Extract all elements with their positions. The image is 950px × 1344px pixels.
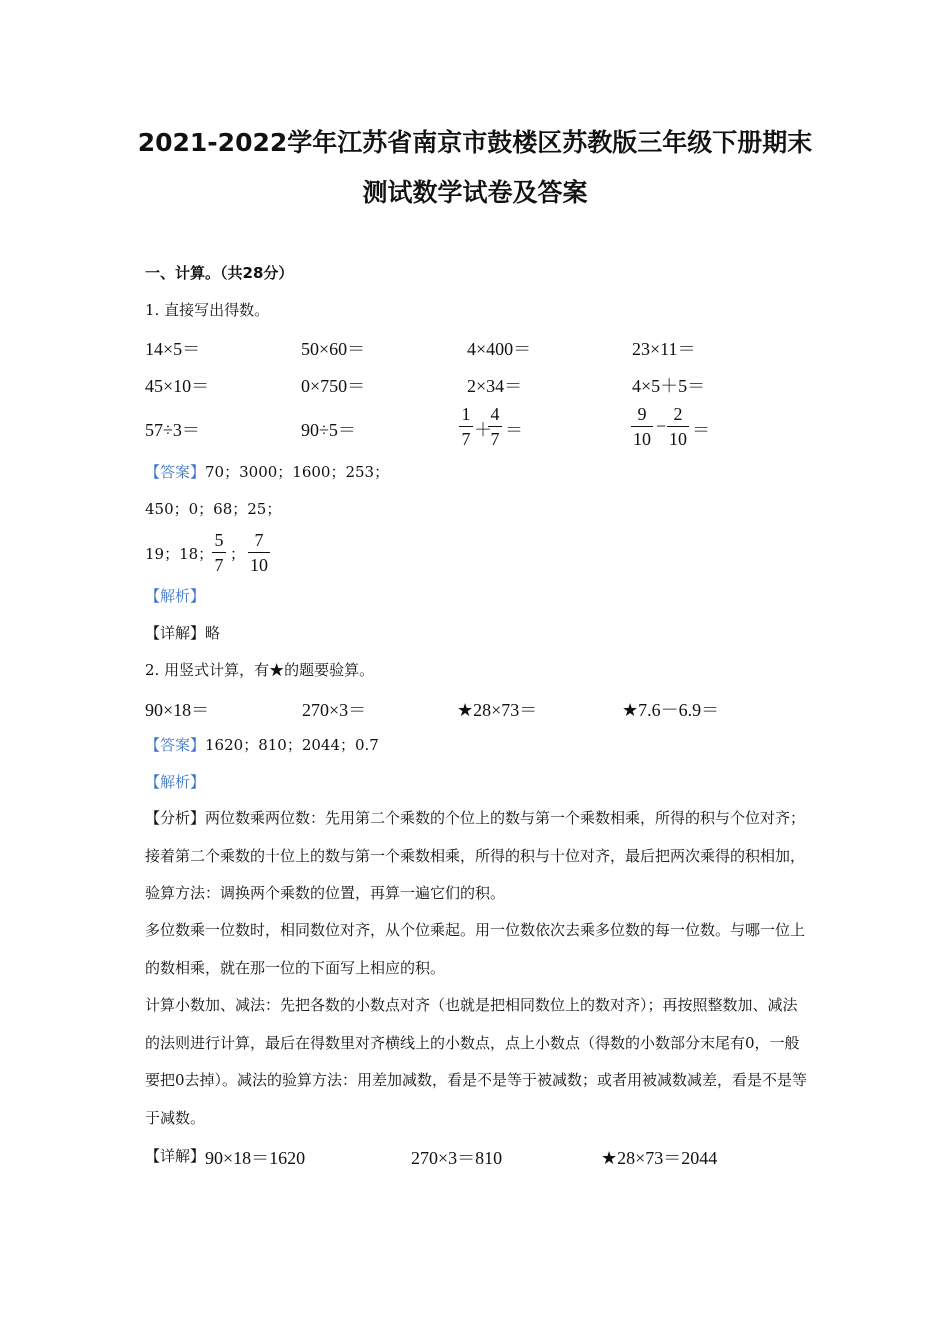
answer-line: [145, 461, 389, 482]
analysis-paragraph: 计算小数加、减法：先把各数的小数点对齐（也就是把相同数位上的数对齐）；再按照整数加、减法的法则进行计算，最后在得数里对齐横线上的小数点，点上小数点（得数的小数部分末尾有0，一般要把0去掉）。减法的验算方法：用差加减数，看是不是等于被减数；或者用被减数减差，看是不是等于减数。: [145, 996, 808, 1127]
analysis-tag: 【解析】: [145, 587, 206, 605]
answer-line: 19；18；: [145, 545, 214, 563]
calc-item: ★28×73＝: [457, 700, 538, 720]
analysis-tag: 【解析】: [145, 773, 206, 791]
page-title-line1: 2021-2022学年江苏省南京市鼓楼区苏教版三年级下册期末: [137, 128, 813, 157]
analysis-paragraph: 多位数乘一位数时，相同数位对齐，从个位乘起。用一位数依次去乘多位数的每一位数。与哪一位上的数相乘，就在那一位的下面写上相应的积。: [145, 921, 806, 977]
fraction: 2 10: [669, 404, 687, 449]
analysis-paragraph: 【分析】两位数乘两位数：先用第二个乘数的个位上的数与第一个乘数相乘，所得的积与个位对齐；接着第二个乘数的十位上的数与第一个乘数相乘，所得的积与十位对齐，最后把两次乘得的积相加，验算方法：调换两个乘数的位置，再算一遍它们的积。: [145, 809, 806, 902]
calc-item: 23×11＝: [632, 339, 696, 359]
answer-line: 450；0；68；25；: [145, 500, 282, 518]
fraction: 9 10: [633, 404, 651, 449]
detail-item: 90×18＝1620: [205, 1148, 306, 1168]
answer-line: [145, 734, 379, 755]
calc-item: 14×5＝: [145, 339, 201, 359]
answer-fraction: 5 7: [212, 529, 226, 576]
equals-sign: ＝: [505, 420, 523, 440]
fraction: 1 7: [459, 403, 473, 450]
question-1-prompt: 1. 直接写出得数。: [145, 301, 270, 319]
calc-item: 4×400＝: [467, 339, 532, 359]
answer-text: 70；3000；1600；253；: [205, 463, 390, 481]
answer-tag: 【答案】: [145, 463, 206, 481]
calc-item: 4×5＋5＝: [632, 376, 706, 396]
detail-tag: 【详解】: [145, 1147, 206, 1165]
detail-item: 270×3＝810: [411, 1148, 503, 1168]
separator: ；: [230, 545, 246, 563]
detail-item: ★28×73＝2044: [601, 1148, 718, 1168]
section-heading: 一、计算。（共28分）: [145, 264, 294, 282]
calc-item: 2×34＝: [467, 376, 523, 396]
calc-item: 90÷5＝: [301, 420, 356, 440]
calc-item: 270×3＝: [302, 700, 367, 720]
equals-sign: ＝: [692, 420, 710, 440]
operator: ＋: [474, 420, 492, 440]
answer-text: 1620；810；2044；0.7: [205, 736, 379, 754]
calc-item: 50×60＝: [301, 339, 366, 359]
answer-tag: 【答案】: [145, 736, 206, 754]
calc-item: 45×10＝: [145, 376, 210, 396]
detail-line: 【详解】略: [145, 624, 221, 642]
calc-item: 0×750＝: [301, 376, 366, 396]
calc-item: 57÷3＝: [145, 420, 200, 440]
answer-fraction: 7 10: [250, 530, 268, 575]
question-2-prompt: 2. 用竖式计算，有★的题要验算。: [145, 661, 375, 679]
operator: −: [656, 416, 667, 436]
page-title-line2: 测试数学试卷及答案: [362, 178, 588, 207]
calc-item: 90×18＝: [145, 700, 210, 720]
fraction: 4 7: [488, 403, 502, 450]
calc-item: ★7.6－6.9＝: [622, 700, 720, 720]
